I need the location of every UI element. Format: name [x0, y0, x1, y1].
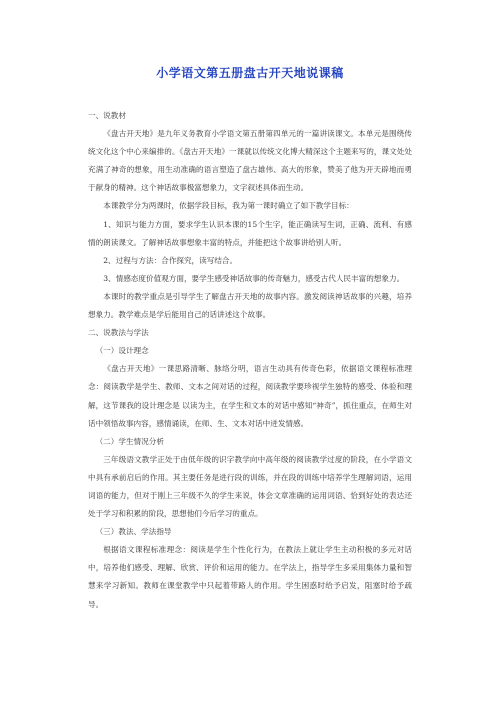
document-title: 小学语文第五册盘古开天地说课稿 — [156, 66, 344, 80]
subsection-heading: （三）教法、学法指导 — [95, 527, 172, 537]
section-heading: 二、说教法与学法 — [88, 328, 149, 338]
body-paragraph: 本课时的教学重点是引导学生了解盘古开天地的故事内容。激发阅读神话故事的兴趣，培养想象力。教学难点是学后能用自己的话讲述这个故事。 — [88, 291, 412, 320]
body-paragraph: 2、过程与方法：合作探究，读写结合。 — [103, 255, 238, 265]
body-paragraph: 1、知识与能力方面，要求学生认识本课的15个生字，能正确读写生词，正确、流利、有感情的朗读课文。了解神话故事想象丰富的特点，并能把这个故事讲给别人听。 — [88, 219, 412, 247]
body-paragraph: 《盘古开天地》一课思路清晰、脉络分明，语言生动具有传奇色彩，依据语文课程标准理念：阅读教学是学生、教师、文本之间对话的过程，阅读教学要珍视学生独特的感受、体验和理解，这节课我的设计理念是 以读为主，在学生和文本的对话中感知“神奇”，抓住重点，在师生对话中领悟故事内容，感情诵读，在师、生、文本对话中迸发情感。 — [88, 364, 412, 428]
body-paragraph: 根据语文课程标准理念：阅读是学生个性化行为，在教法上就让学生主动积极的多元对话中，培养他们感受、理解、欣赏、评价和运用的能力。在学法上，指导学生多采用集体力量和智慧来学习新知。教师在课堂教学中只起着带路人的作用。学生困惑时给予启发，阻塞时给予疏导。 — [88, 545, 412, 609]
body-paragraph: 《盘古开天地》是九年义务教育小学语文第五册第四单元的一篇讲读课文。本单元是围绕传统文化这个中心来编排的。《盘古开天地》一课就以传统文化博大精深这个主题来写的，课文处处充满了神奇的想象，用生动准确的语言塑造了盘古雄伟、高大的形象，赞美了他为开天辟地而勇于献身的精神。这个神话故事极富想象力，文字叙述具体而生动。 — [88, 129, 412, 193]
document-body — [88, 107, 412, 609]
body-paragraph: 3、情感态度价值观方面，要学生感受神话故事的传奇魅力，感受古代人民丰富的想象力。 — [103, 273, 405, 283]
body-paragraph: 三年级语文教学正处于由低年级的识字教学向中高年级的阅读教学过度的阶段，在小学语文中具有承前启后的作用。其主要任务是进行段的训练，并在段的训练中培养学生理解词语，运用词语的能力，但对于刚上三年级不久的学生来说，体会文章准确的运用词语、恰到好处的表达还处于学习和积累的阶段，思想他们今后学习的重点。 — [88, 454, 412, 519]
body-paragraph: 本课教学分为两课时，依据学段目标，我为第一课时确立了如下教学目标： — [103, 201, 354, 211]
subsection-heading: （二）学生情况分析 — [95, 436, 164, 446]
section-heading: 一、说教材 — [88, 111, 126, 120]
subsection-heading: （一）设计理念 — [95, 346, 149, 356]
